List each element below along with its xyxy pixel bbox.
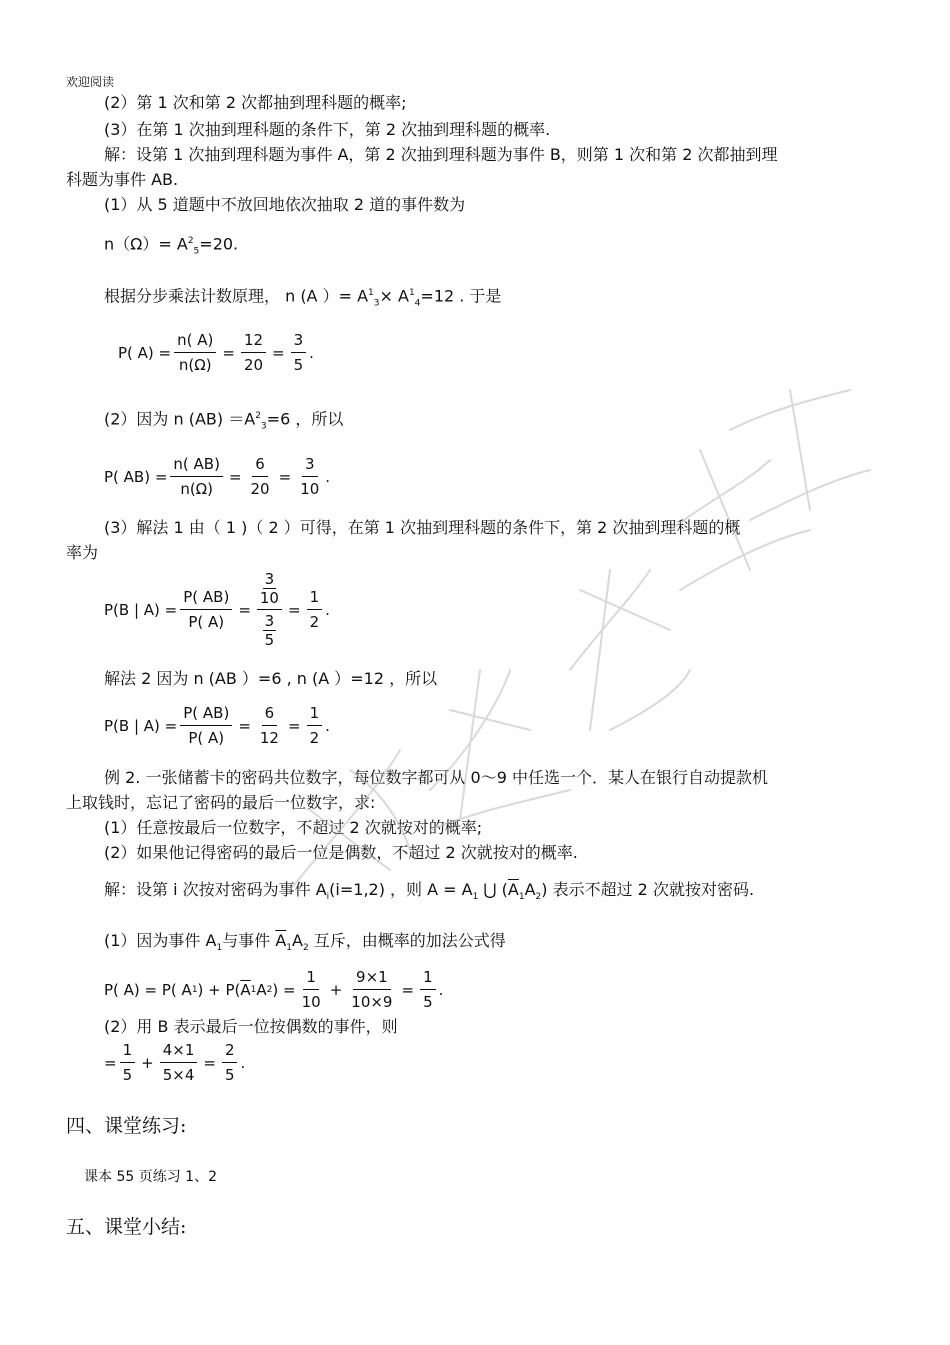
multiplication-rule: 根据分步乘法计数原理， n (A ）= $A^1_3\times A^1_4=12$ . 于是 bbox=[104, 286, 502, 309]
method-2-text: 解法 2 因为 n (AB ）=6 , n (A ）=12 ，所以 bbox=[104, 669, 438, 688]
formula-pab: P( AB) = $\frac{n( AB)}{n(\Omega)}$ = $\frac{6}{20}$ = $\frac{3}{10}$ . bbox=[104, 455, 331, 498]
n-omega-formula: $n(\Omega)= A^2_5=20$. bbox=[104, 234, 239, 257]
part-3-line-1: (3）解法 1 由（ 1 )（ 2 ）可得，在第 1 次抽到理科题的条件下，第 2 次抽到理科题的概 bbox=[104, 518, 741, 537]
example-2-part-2: (2）用 B 表示最后一位按偶数的事件，则 bbox=[104, 1017, 398, 1036]
example-2-part-1: (1）因为事件 $A_1$与事件 $\overline{A}_1A_2$ 互斥，由概率的加法公式得 bbox=[104, 931, 506, 954]
formula-pa: P( A) = $\frac{n( A)}{n(\Omega)}$ = $\frac{12}{20}$ = $\frac{3}{5}$ . bbox=[118, 331, 314, 374]
page-header: 欢迎阅读 bbox=[66, 75, 115, 89]
section-4-heading: 四、课堂练习: bbox=[66, 1115, 187, 1137]
solution-line-1: 解：设第 1 次抽到理科题为事件 A，第 2 次抽到理科题为事件 B，则第 1 次和第 2 次都抽到理 bbox=[104, 145, 778, 164]
example-2-q2: (2）如果他记得密码的最后一位是偶数，不超过 2 次就按对的概率. bbox=[104, 843, 578, 862]
example-2-solution: 解：设第 i 次按对密码为事件 $A_i(i=1,2)$ ，则 $A = A_1$ ⋃ $(\overline{A}_1A_2)$ 表示不超过 2 次就按对密码. bbox=[104, 880, 755, 903]
example-2-line-1: 例 2. 一张储蓄卡的密码共位数字，每位数字都可从 0～9 中任选一个．某人在银行自动提款机 bbox=[104, 768, 768, 787]
part-1-text: (1）从 5 道题中不放回地依次抽取 2 道的事件数为 bbox=[104, 195, 466, 214]
example-2-q1: (1）任意按最后一位数字，不超过 2 次就按对的概率; bbox=[104, 818, 483, 837]
handwritten-watermark-icon bbox=[250, 370, 890, 930]
part-3-line-2: 率为 bbox=[66, 543, 99, 562]
question-2: (2）第 1 次和第 2 次都抽到理科题的概率; bbox=[104, 93, 407, 112]
formula-pa-example: P( A) = P( A 1 ) + P( $\overline{A}$ 1 A 2 ) = $\frac{1}{10}$ + $\frac{9\times 1}{10\times 9}$ = $\frac{1}{5}$ . bbox=[104, 968, 444, 1011]
solution-line-2: 科题为事件 AB. bbox=[66, 170, 179, 189]
example-2-line-2: 上取钱时，忘记了密码的最后一位数字，求: bbox=[66, 793, 376, 812]
part-2-text: (2）因为 n $(AB) =A^2_3=6$ ，所以 bbox=[104, 409, 344, 432]
formula-pba-method-2: P(B | A) = $\frac{P( AB)}{P( A)}$ = $\frac{6}{12}$ = $\frac{1}{2}$ . bbox=[104, 704, 330, 747]
formula-pba-method-1: P(B | A) = $\frac{P( AB)}{P( A)}$ = 3 10 3 5 = $\frac{1}{2}$ . bbox=[104, 570, 330, 649]
formula-pb-example: = $\frac{1}{5}$ + $\frac{4\times 1}{5\times 4}$ = $\frac{2}{5}$ . bbox=[104, 1041, 246, 1084]
section-4-body: 课本 55 页练习 1、2 bbox=[84, 1169, 217, 1185]
section-5-heading: 五、课堂小结: bbox=[66, 1216, 187, 1238]
question-3: (3）在第 1 次抽到理科题的条件下，第 2 次抽到理科题的概率. bbox=[104, 120, 551, 139]
